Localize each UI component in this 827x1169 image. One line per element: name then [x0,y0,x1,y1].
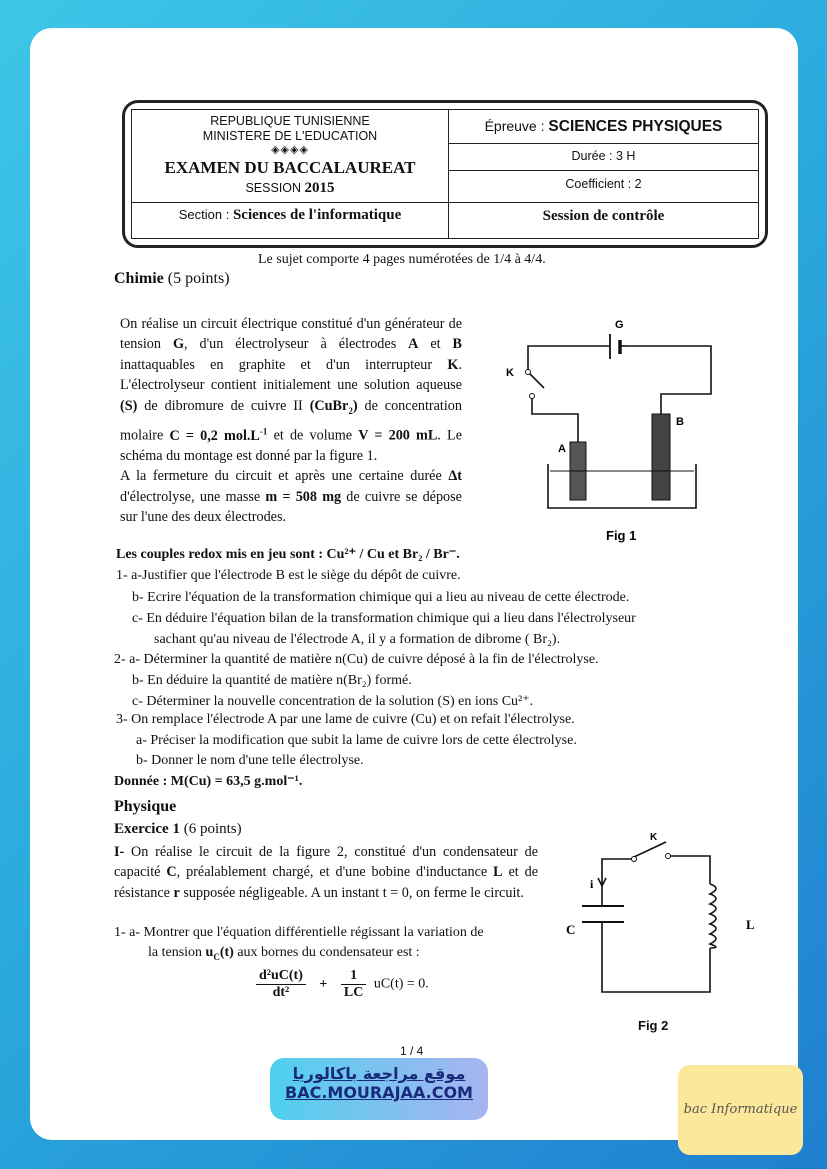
question-1a: 1- a-Justifier que l'électrode B est le siège du dépôt de cuivre. [116,568,461,583]
ministry-name: MINISTERE DE L'EDUCATION [202,129,378,143]
exercice-title: Exercice 1 [114,821,180,837]
banner-site[interactable]: BAC.MOURAJAA.COM [285,1083,473,1102]
chimie-statement [120,314,462,528]
session-line [132,180,448,197]
chimie-paragraph-2: A la fermeture du circuit et après une certaine durée Δt d'électrolyse, une masse m = 508 mg de cuivre se dépose sur l'une des deux électrodes. [120,468,462,526]
eq-numerator-2: 1 [341,968,366,985]
redox-couples: Les couples redox mis en jeu sont : Cu²⁺ / Cu et Br₂ / Br⁻. [116,547,460,562]
fig1-label-g: G [615,319,624,331]
question-1c-line2: sachant qu'au niveau de l'électrode A, il y a formation de dibrome ( Br₂). [154,632,561,647]
physique-title: Physique [114,798,177,815]
eq-denominator-1: dt² [272,985,290,1000]
exam-title: EXAMEN DU BACCALAUREAT [164,158,416,177]
section-value: Sciences de l'informatique [232,207,402,223]
fig1-label-a: A [558,443,566,455]
exercice-points: (6 points) [183,821,242,837]
differential-equation [252,968,429,1001]
question-3b: b- Donner le nom d'une telle électrolyse. [136,753,364,768]
page-number: 1 / 4 [400,1044,424,1058]
fig2-label-k: K [650,832,658,843]
eq-denominator-2: LC [343,985,364,1000]
fig2-label-c: C [566,922,576,937]
section-line [132,207,448,224]
eq-numerator-1: d²uC(t) [256,968,306,985]
logo-text: bac Informatique [683,1102,798,1117]
session-label: SESSION [245,181,302,195]
chimie-heading [114,270,230,288]
physique-statement [114,842,538,903]
physique-paragraph-1: I- On réalise le circuit de la figure 2, constitué d'un condensateur de capacité C, préalablement chargé, et d'une bobine d'inductance L et de résistance r supposée négligeable. A un instant t = 0, on ferme le circuit. [114,844,538,901]
physique-question-1a-line1: 1- a- Montrer que l'équation différentielle régissant la variation de [114,925,484,940]
question-2c: c- Déterminer la nouvelle concentration de la solution (S) en ions Cu²⁺. [132,694,534,709]
fig2-label-l: L [746,917,755,932]
fig2-caption-text: Fig 2 [638,1018,669,1033]
figure-1-electrolysis [496,304,746,544]
fig1-label-k: K [506,367,514,379]
session-type: Session de contrôle [542,208,665,224]
epreuve-value: SCIENCES PHYSIQUES [548,118,723,135]
eq-tail: uC(t) = 0. [373,976,429,992]
epreuve-line [449,118,758,136]
section-label: Section : [178,207,230,222]
chimie-paragraph-1: On réalise un circuit électrique constitué d'un générateur de tension G, d'un électrolyseur à électrodes A et B inattaquables en graphite et d'un interrupteur K. L'électrolyseur contient initialement une solution aqueuse (S) de dibromure de cuivre II (CuBr$_2$) de concentration molaire C = 0,2 $mol.L^{-1}$ et de volume V = 200 mL. Le schéma du montage est donné par la figure 1. [120,316,463,464]
epreuve-label: Épreuve : [484,118,545,134]
banner-arabic: موقع مراجعة باكالوريا [292,1064,466,1083]
exam-page [30,28,798,1140]
question-3a: a- Préciser la modification que subit la lame de cuivre lors de cette électrolyse. [136,733,577,748]
ornament: ◈◈◈◈ [271,144,309,156]
eq-fraction-2 [341,968,366,1001]
chimie-points: (5 points) [167,270,230,287]
country-name: REPUBLIQUE TUNISIENNE [210,114,370,128]
exam-header [122,100,768,248]
fig1-label-b: B [676,416,684,428]
question-1c-line1: c- En déduire l'équation bilan de la transformation chimique qui a lieu dans l'électrolyseur [132,611,636,626]
figure-2-lc-circuit [562,798,762,1008]
exercice-heading [114,821,242,838]
fig1-caption: Fig 1 [606,528,637,543]
question-1b: b- Ecrire l'équation de la transformation chimique qui a lieu au niveau de cette électrode. [132,590,630,605]
question-2b: b- En déduire la quantité de matière n(Br₂) formé. [132,673,412,688]
duration: Durée : 3 H [571,149,636,163]
question-3: 3- On remplace l'électrode A par une lame de cuivre (Cu) et on refait l'électrolyse. [116,712,575,727]
fig2-label-i: i [590,877,594,891]
eq-plus: + [319,976,328,992]
site-banner[interactable] [270,1058,488,1120]
physique-question-1a-line2: la tension $u_C(t)$ aux bornes du condensateur est : [148,945,420,962]
chimie-data: Donnée : M(Cu) = 63,5 g.mol⁻¹. [114,774,303,789]
chimie-title: Chimie [114,270,164,287]
page-count-note: Le sujet comporte 4 pages numérotées de 1/4 à 4/4. [258,252,546,267]
eq-fraction-1 [256,968,306,1001]
coefficient: Coefficient : 2 [565,177,642,191]
bac-informatique-logo [678,1065,803,1155]
session-year: 2015 [304,180,335,196]
question-2a: 2- a- Déterminer la quantité de matière n(Cu) de cuivre déposé à la fin de l'électrolyse. [114,652,599,667]
